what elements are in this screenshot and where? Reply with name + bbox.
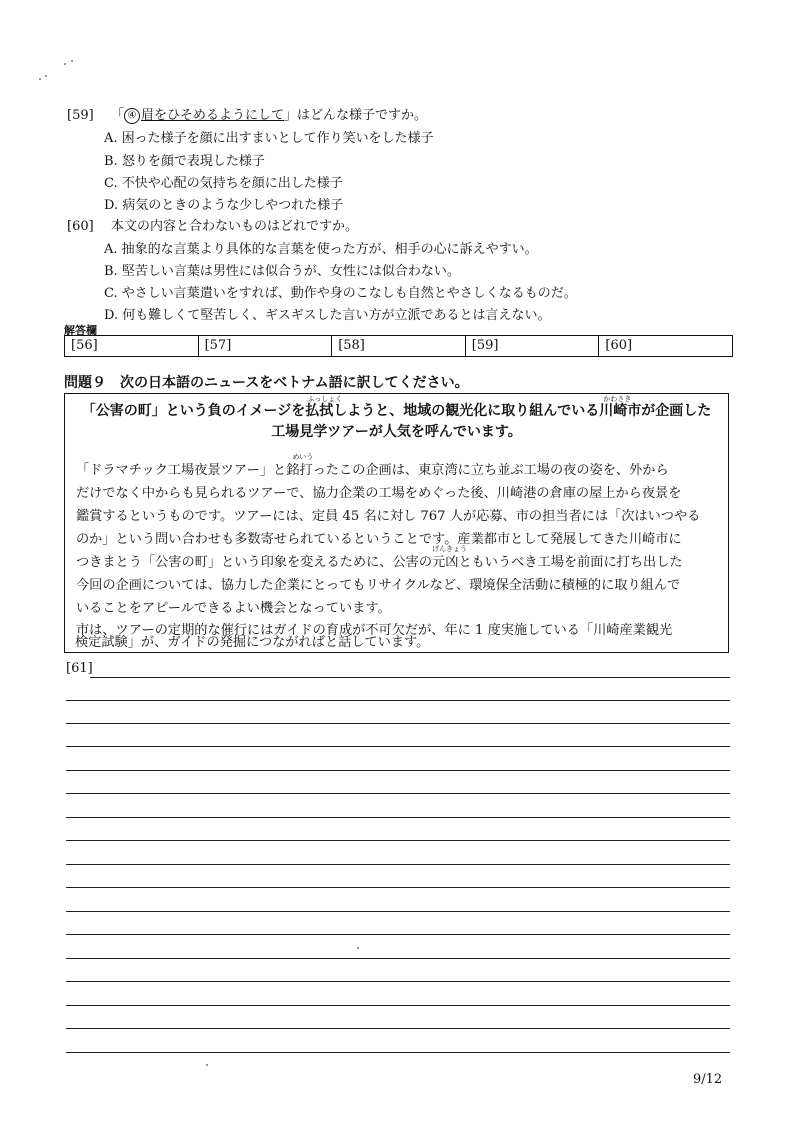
- ruby-川崎: [599, 395, 632, 420]
- scan-speck: [357, 947, 359, 949]
- writing-line[interactable]: [66, 981, 730, 982]
- news-p1-line-4: のか」という問い合わせも多数寄せられているということです。産業都市として発展してきた川崎市に: [76, 532, 682, 547]
- news-title-line-1: [65, 395, 728, 420]
- question-number: [60]: [67, 219, 94, 234]
- body-text: ったこの企画は、東京湾に立ち並ぶ工場の夜の姿を、外から: [312, 463, 669, 478]
- answer-61-number: [61]: [66, 661, 93, 676]
- ruby-reading: ふっしょく: [307, 395, 343, 403]
- writing-line[interactable]: [66, 887, 730, 888]
- ruby-reading: めいう: [292, 453, 314, 461]
- writing-line[interactable]: [66, 817, 730, 818]
- writing-line[interactable]: [66, 723, 730, 724]
- answer-label: 解答欄: [64, 324, 97, 337]
- news-p1-line-3: 鑑賞するというものです。ツアーには、定員 45 名に対し 767 人が応募、市の担当者には「次はいつやる: [76, 509, 701, 524]
- question-text: 本文の内容と合わないものはどれですか。: [111, 219, 359, 234]
- answer-cell-59[interactable]: [59]: [466, 336, 600, 356]
- answer-cell-56[interactable]: [56]: [65, 336, 199, 356]
- option-c: C. 不快や心配の気持ちを顔に出した様子: [104, 176, 343, 191]
- writing-line[interactable]: [66, 700, 730, 701]
- scan-speck: [64, 63, 66, 65]
- news-p1-line-7: いることをアピールできるよい機会となっています。: [76, 601, 391, 616]
- question-59: [67, 104, 427, 124]
- ruby-base: 払拭: [305, 403, 334, 419]
- ruby-base: 川崎: [599, 403, 628, 419]
- page-number: 9/12: [693, 1072, 723, 1087]
- ruby-base: 銘打: [286, 463, 313, 478]
- news-p1-line-5: [76, 545, 683, 570]
- writing-line[interactable]: [66, 1052, 730, 1053]
- news-title-line-2: 工場見学ツアーが人気を呼んでいます。: [271, 424, 522, 440]
- writing-line[interactable]: [66, 864, 730, 865]
- answer-cell-60[interactable]: [60]: [605, 338, 633, 353]
- ruby-払拭: [305, 395, 343, 420]
- scan-speck: [45, 75, 47, 77]
- option-b: B. 怒りを顔で表現した様子: [104, 154, 265, 169]
- news-box: [64, 393, 729, 653]
- writing-line[interactable]: [66, 1028, 730, 1029]
- news-p1-line-6: 今回の企画については、協力した企業にとってもリサイクルなど、環境保全活動に積極的に取り組んで: [76, 578, 681, 593]
- writing-line[interactable]: [66, 840, 730, 841]
- option-d: D. 病気のときのような少しやつれた様子: [104, 198, 344, 213]
- body-text: つきまとう「公害の町」という印象を変えるために、公害の: [76, 555, 433, 570]
- option-b: B. 堅苦しい言葉は男性には似合うが、女性には似合わない。: [104, 264, 460, 279]
- option-a: A. 抽象的な言葉より具体的な言葉を使った方が、相手の心に訴えやすい。: [104, 242, 538, 257]
- answer-cell-57[interactable]: [57]: [199, 336, 333, 356]
- writing-line[interactable]: [66, 911, 730, 912]
- body-text: 「ドラマチック工場夜景ツアー」と: [76, 463, 287, 478]
- open-bracket: 「: [111, 108, 125, 123]
- question-text: 」はどんな様子ですか。: [284, 108, 428, 123]
- ruby-base: 元凶: [432, 555, 459, 570]
- answer-table: [64, 335, 733, 357]
- option-a: A. 困った様子を顔に出すまいとして作り笑いをした様子: [104, 131, 434, 146]
- option-c: C. やさしい言葉遣いをすれば、動作や身のこなしも自然とやさしくなるものだ。: [104, 286, 577, 301]
- title-text: 市が企画した: [627, 403, 712, 419]
- scan-speck: [39, 78, 41, 80]
- option-d: D. 何も難しくて堅苦しく、ギスギスした言い方が立派であるとは言えない。: [104, 308, 551, 323]
- title-text: 「公害の町」という負のイメージを: [81, 403, 306, 419]
- ruby-元凶: [432, 545, 468, 570]
- ruby-銘打: [286, 453, 314, 478]
- news-p1-line-2: だけでなく中からも見られるツアーで、協力企業の工場をめぐった後、川崎港の倉庫の屋上から夜景を: [76, 486, 682, 501]
- scan-speck: [206, 1064, 208, 1066]
- section-9-title: 問題９ 次の日本語のニュースをベトナム語に訳してください。: [64, 375, 469, 391]
- writing-line[interactable]: [66, 770, 730, 771]
- answer-cell-58[interactable]: [58]: [332, 336, 466, 356]
- writing-line[interactable]: [66, 958, 730, 959]
- question-60: [67, 215, 358, 234]
- news-p2-line-2: 検定試験」が、ガイドの発掘につながればと話しています。: [75, 635, 430, 650]
- writing-line[interactable]: [66, 934, 730, 935]
- underlined-text: 眉をひそめるようにして: [141, 108, 285, 123]
- ruby-reading: げんきょう: [432, 545, 468, 553]
- writing-line[interactable]: [66, 793, 730, 794]
- writing-line[interactable]: [90, 677, 730, 678]
- underlined-phrase: [124, 108, 284, 123]
- title-text: しようと、地域の観光化に取り組んでいる: [333, 403, 600, 419]
- writing-line[interactable]: [66, 746, 730, 747]
- scan-speck: [71, 60, 73, 62]
- ruby-reading: かわさき: [603, 395, 632, 403]
- body-text: ともいうべき工場を前面に打ち出した: [458, 555, 683, 570]
- writing-line[interactable]: [66, 1005, 730, 1006]
- question-number: [59]: [67, 108, 94, 123]
- news-p1-line-1: [76, 453, 669, 478]
- news-p2-line-1: 市は、ツアーの定期的な催行にはガイドの育成が不可欠だが、年に 1 度実施している「川崎産業観光: [76, 623, 673, 638]
- circled-number: ④: [124, 108, 140, 124]
